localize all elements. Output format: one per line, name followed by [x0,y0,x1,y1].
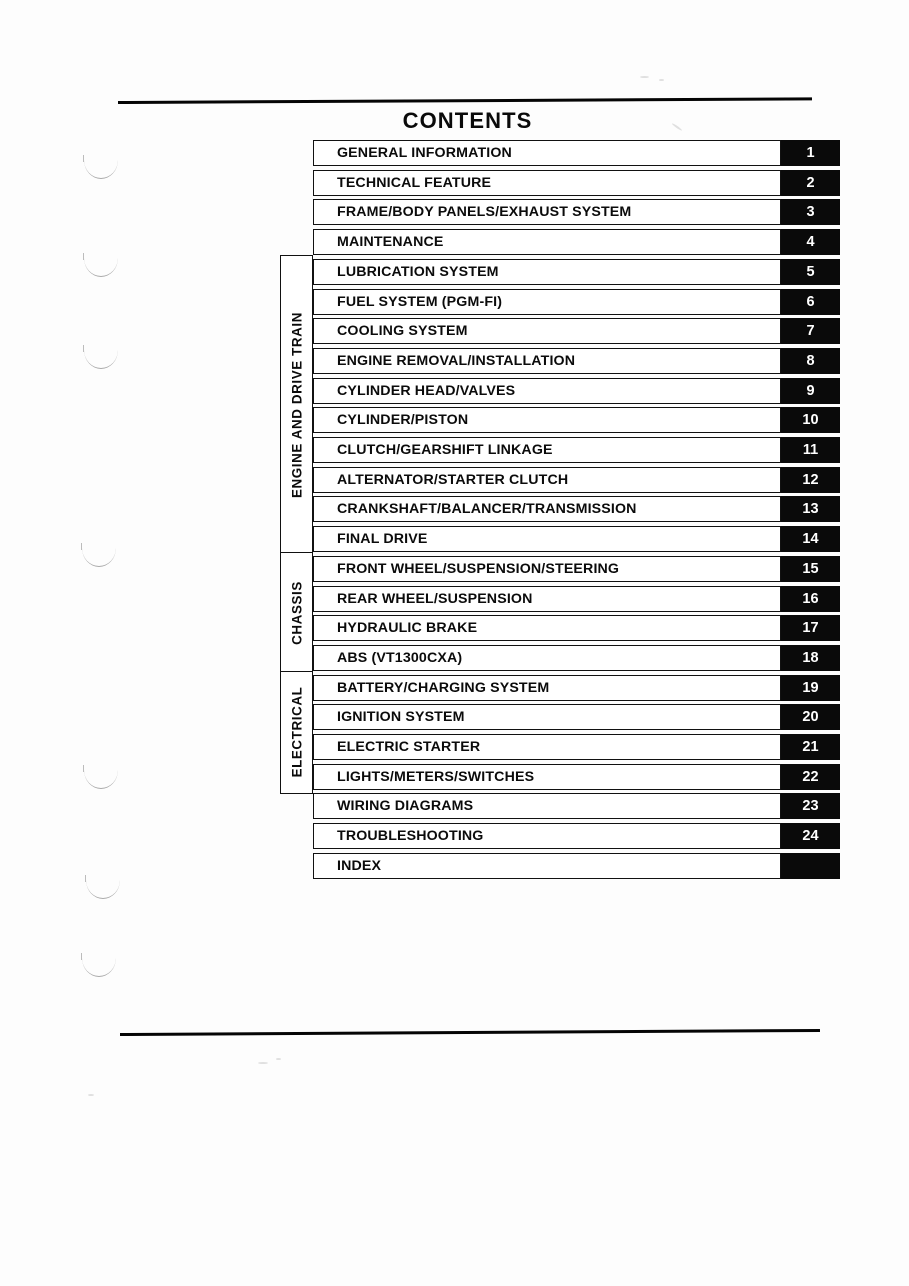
toc-row[interactable] [313,823,840,849]
toc-row[interactable] [313,467,840,493]
toc-row-label: ABS (VT1300CXA) [337,649,463,666]
toc-row-label: CYLINDER/PISTON [337,412,469,429]
toc-row-label: IGNITION SYSTEM [337,709,465,726]
toc-row-number: 5 [781,259,840,285]
toc-row-label: FRONT WHEEL/SUSPENSION/STEERING [337,560,620,577]
toc-row-label: LUBRICATION SYSTEM [337,263,499,280]
toc-row[interactable] [313,526,840,552]
toc-row-number: 10 [781,407,840,433]
toc-row-number: 15 [781,556,840,582]
toc-row-label: COOLING SYSTEM [337,323,468,340]
toc-row-number: 2 [781,170,840,196]
toc-row[interactable] [313,556,840,582]
toc-row[interactable] [313,437,840,463]
toc-row[interactable] [313,793,840,819]
toc-row-label: LIGHTS/METERS/SWITCHES [337,768,535,785]
toc-row-label: MAINTENANCE [337,234,444,251]
toc-row-label: ELECTRIC STARTER [337,739,481,755]
toc-row[interactable] [313,764,840,790]
toc-row[interactable] [313,734,840,760]
toc-row-number: 19 [781,675,840,701]
toc-row-number: 1 [781,140,840,166]
toc-row-number: 16 [781,586,840,612]
toc-group-label: CHASSIS [289,581,304,646]
toc-row[interactable] [313,229,840,255]
toc-row[interactable] [313,289,840,315]
toc-row-number: 22 [781,764,840,790]
toc-row-number: 11 [781,437,840,463]
toc-row-number: 4 [781,229,840,255]
toc-row-label: ALTERNATOR/STARTER CLUTCH [337,471,569,488]
toc-row-number: 23 [781,793,840,819]
toc-group-bracket [280,255,313,556]
toc-row-number [781,853,840,879]
toc-row-label: FINAL DRIVE [337,531,428,548]
toc-row-number: 12 [781,467,840,493]
toc-group-label: ELECTRICAL [289,686,304,778]
toc-row-label: TECHNICAL FEATURE [337,174,492,191]
toc-row-label: HYDRAULIC BRAKE [337,620,478,637]
toc-row[interactable] [313,170,840,196]
toc-row-number: 8 [781,348,840,374]
toc-row[interactable] [313,348,840,374]
toc-row-number: 6 [781,289,840,315]
toc-row-number: 13 [781,496,840,522]
toc-row-label: WIRING DIAGRAMS [337,798,474,815]
toc-row-number: 3 [781,199,840,225]
toc-row-label: TROUBLESHOOTING [337,828,484,845]
toc-row[interactable] [313,318,840,344]
toc-row-label: ENGINE REMOVAL/INSTALLATION [337,352,576,369]
toc-row-number: 7 [781,318,840,344]
toc-row-number: 14 [781,526,840,552]
toc-row[interactable] [313,704,840,730]
toc-row[interactable] [313,586,840,612]
toc-row-number: 21 [781,734,840,760]
toc-group-bracket [280,671,313,794]
toc-row[interactable] [313,675,840,701]
toc-row[interactable] [313,378,840,404]
page-title: CONTENTS [402,108,533,133]
toc-row[interactable] [313,496,840,522]
toc-row-label: CYLINDER HEAD/VALVES [337,382,516,399]
toc-row[interactable] [313,853,840,879]
toc-row-label: FRAME/BODY PANELS/EXHAUST SYSTEM [337,204,632,221]
toc-row-label: GENERAL INFORMATION [337,145,512,161]
toc-row-label: FUEL SYSTEM (PGM-FI) [337,293,503,310]
toc-row-label: REAR WHEEL/SUSPENSION [337,590,533,607]
toc-row-label: CLUTCH/GEARSHIFT LINKAGE [337,442,553,458]
toc-row[interactable] [313,140,840,166]
toc-row[interactable] [313,645,840,671]
toc-row-number: 18 [781,645,840,671]
toc-row[interactable] [313,615,840,641]
toc-row[interactable] [313,407,840,433]
toc-row-label: CRANKSHAFT/BALANCER/TRANSMISSION [337,501,637,518]
toc-row-label: BATTERY/CHARGING SYSTEM [337,679,550,696]
toc-row-label-box [313,853,781,879]
toc-row-number: 9 [781,378,840,404]
toc-group-bracket [280,552,313,675]
toc-row-number: 24 [781,823,840,849]
toc-group-label: ENGINE AND DRIVE TRAIN [289,312,304,499]
toc-row-number: 20 [781,704,840,730]
toc-row-number: 17 [781,615,840,641]
toc-row-label: INDEX [337,857,382,874]
toc-row[interactable] [313,199,840,225]
toc-row[interactable] [313,259,840,285]
